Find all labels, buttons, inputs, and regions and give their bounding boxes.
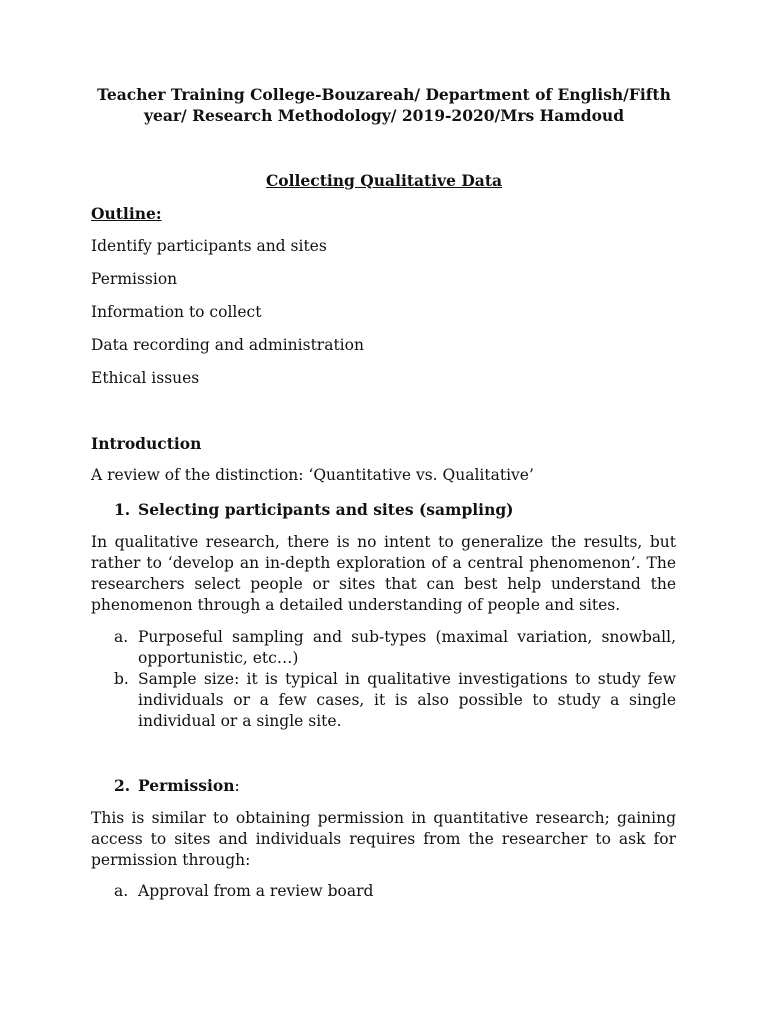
section-1-paragraph: In qualitative research, there is no intent to generalize the results, but rather to ‘develop an in-depth exploration of a central phenomenon’. The researchers select people or sites that can best help understand the phenomenon through a detailed understanding of people and sites.	[91, 533, 676, 614]
list-item-text: Sample size: it is typical in qualitative investigations to study few individuals or a few cases, it is also possible to study a single individual or a single site.	[138, 670, 676, 730]
outline-item: Identify participants and sites	[91, 237, 327, 255]
outline-item: Information to collect	[91, 303, 262, 321]
section-1-number: 1.	[114, 500, 131, 519]
outline-item: Ethical issues	[91, 369, 200, 387]
list-item	[114, 881, 676, 902]
list-marker: a.	[114, 882, 129, 900]
outline-item: Permission	[91, 270, 178, 288]
header-line-2: year/ Research Methodology/ 2019-2020/Mrs Hamdoud	[143, 106, 625, 125]
list-item-text: Purposeful sampling and sub-types (maximal variation, snowball, opportunistic, etc…)	[138, 628, 676, 667]
list-marker: b.	[114, 670, 129, 688]
list-marker: a.	[114, 628, 129, 646]
section-2-heading	[114, 775, 240, 797]
document-header	[91, 84, 677, 126]
document-title: Collecting Qualitative Data	[265, 171, 503, 190]
section-2-paragraph: This is similar to obtaining permission in quantitative research; gaining access to sites and individuals requires from the researcher to ask for permission through:	[91, 809, 676, 869]
list-item-text: Approval from a review board	[138, 882, 374, 900]
section-2-number: 2.	[114, 776, 131, 795]
section-1-title: Selecting participants and sites (sampling)	[138, 500, 514, 519]
outline-heading: Outline:	[91, 204, 162, 223]
introduction-text: A review of the distinction: ‘Quantitative vs. Qualitative’	[91, 466, 534, 484]
section-2-title-colon: :	[234, 777, 240, 795]
list-item	[114, 627, 676, 669]
list-item	[114, 669, 676, 732]
outline-item: Data recording and administration	[91, 336, 364, 354]
section-2-title: Permission	[138, 776, 235, 795]
introduction-heading: Introduction	[91, 434, 202, 453]
header-line-1: Teacher Training College-Bouzareah/ Department of English/Fifth	[97, 85, 671, 104]
section-1-heading	[114, 499, 514, 520]
